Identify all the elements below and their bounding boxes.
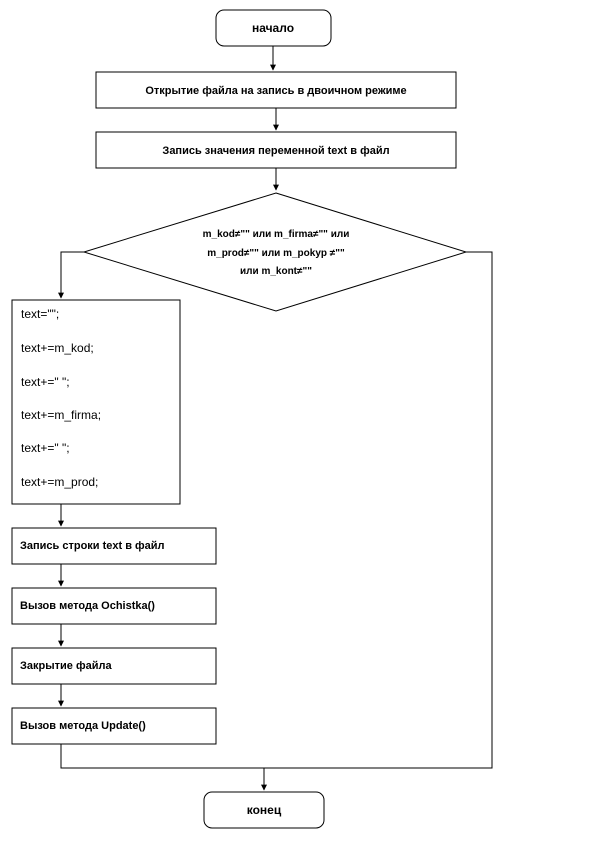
connector-update-merge (61, 744, 264, 768)
close-file-label: Закрытие файла (20, 660, 112, 672)
text-line: text+=m_prod; (21, 475, 99, 489)
text-line: text+=m_kod; (21, 341, 94, 355)
text-line: text+=m_firma; (21, 408, 102, 422)
call-ochistka-label: Вызов метода Ochistka() (20, 600, 155, 612)
process-text-build (12, 300, 180, 504)
end-label: конец (246, 803, 282, 817)
condition-line-1: m_kod≠"" или m_firma≠"" или (202, 229, 350, 240)
write-string-label: Запись строки text в файл (20, 540, 165, 552)
connector-decision-no (264, 252, 492, 768)
write-var-label: Запись значения переменной text в файл (162, 145, 390, 157)
text-line: text=""; (21, 307, 60, 321)
condition-line-2: m_prod≠"" или m_pokyp ≠"" (207, 248, 345, 259)
text-line: text+=" "; (21, 441, 70, 455)
text-line: text+=" "; (21, 375, 70, 389)
open-file-label: Открытие файла на запись в двоичном режиме (145, 85, 407, 97)
start-label: начало (251, 21, 295, 35)
call-update-label: Вызов метода Update() (20, 720, 146, 732)
connector-decision-yes (61, 252, 84, 298)
condition-line-3: или m_kont≠"" (240, 266, 312, 277)
